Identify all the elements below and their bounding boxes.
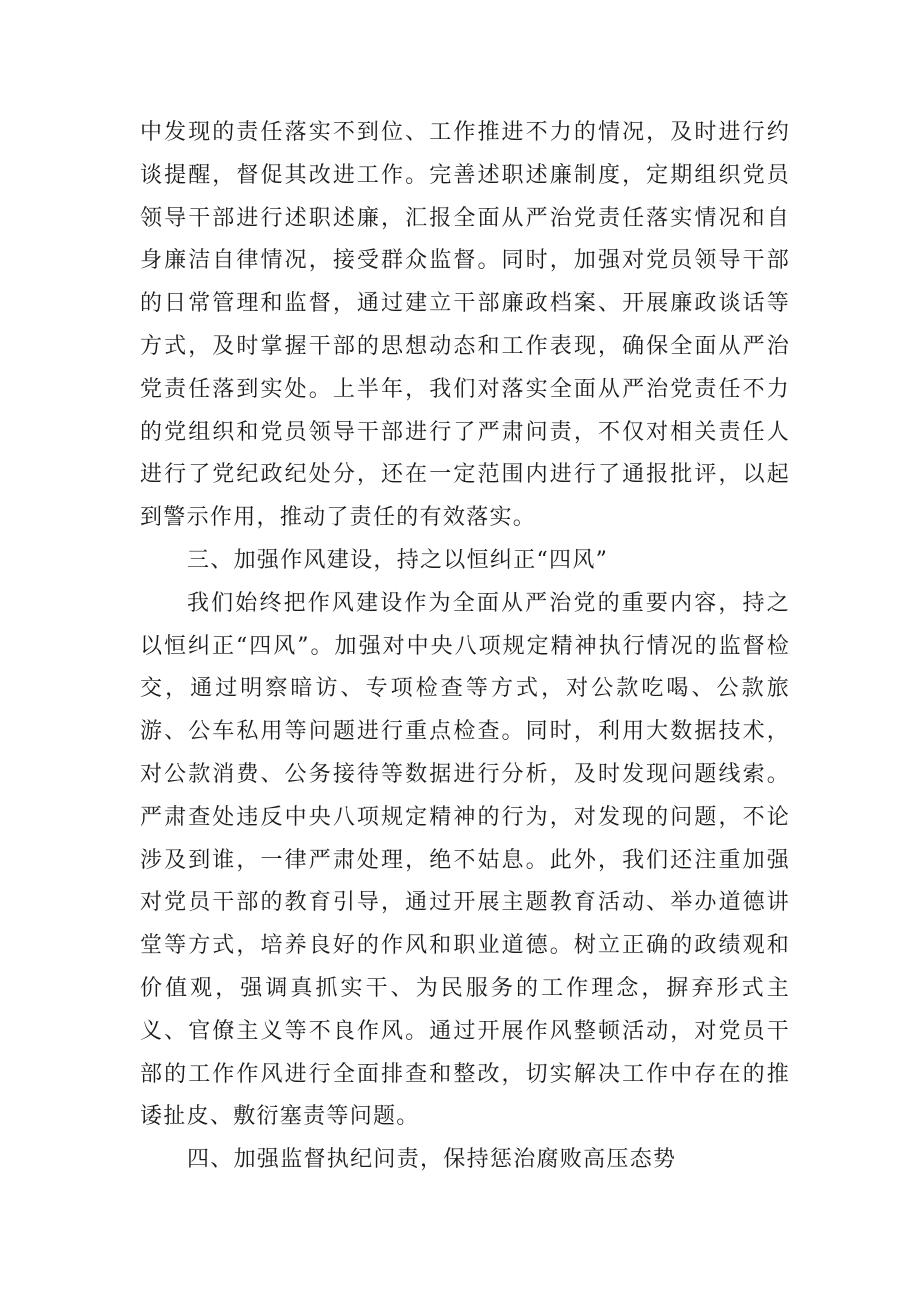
section-heading-three: 三、加强作风建设，持之以恒纠正“四风” — [187, 547, 609, 573]
document-body — [140, 112, 790, 1182]
section-heading-four: 四、加强监督执纪问责，保持惩治腐败高压态势 — [187, 1147, 677, 1173]
paragraph-responsibility-implementation: 中发现的责任落实不到位、工作推进不力的情况，及时进行约谈提醒，督促其改进工作。完善述职述廉制度，定期组织党员领导干部进行述职述廉，汇报全面从严治党责任落实情况和自身廉洁自律情况，接受群众监督。同时，加强对党员领导干部的日常管理和监督，通过建立干部廉政档案、开展廉政谈话等方式，及时掌握干部的思想动态和工作表现，确保全面从严治党责任落到实处。上半年，我们对落实全面从严治党责任不力的党组织和党员领导干部进行了严肃问责，不仅对相关责任人进行了党纪政纪处分，还在一定范围内进行了通报批评，以起到警示作用，推动了责任的有效落实。 — [140, 120, 790, 531]
paragraph-work-style-building: 我们始终把作风建设作为全面从严治党的重要内容，持之以恒纠正“四风”。加强对中央八项规定精神执行情况的监督检交，通过明察暗访、专项检查等方式，对公款吃喝、公款旅游、公车私用等问题进行重点检查。同时，利用大数据技术，对公款消费、公务接待等数据进行分析，及时发现问题线索。严肃查处违反中央八项规定精神的行为，对发现的问题，不论涉及到谁，一律严肃处理，绝不姑息。此外，我们还注重加强对党员干部的教育引导，通过开展主题教育活动、举办道德讲堂等方式，培养良好的作风和职业道德。树立正确的政绩观和价值观，强调真抓实干、为民服务的工作理念，摒弃形式主义、官僚主义等不良作风。通过开展作风整顿活动，对党员干部的工作作风进行全面排查和整改，切实解决工作中存在的推诿扯皮、敷衍塞责等问题。 — [140, 590, 790, 1130]
